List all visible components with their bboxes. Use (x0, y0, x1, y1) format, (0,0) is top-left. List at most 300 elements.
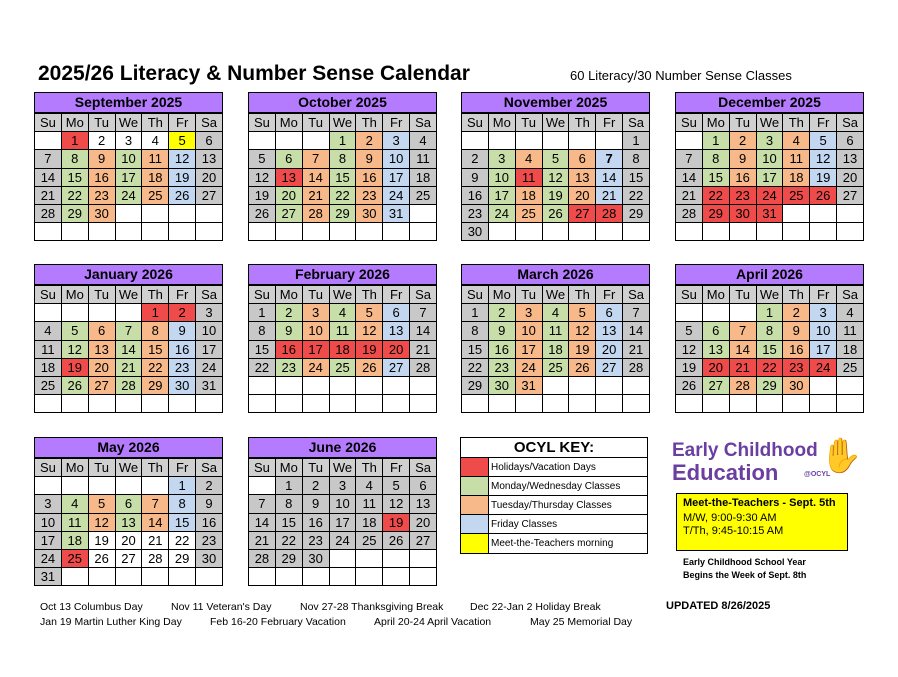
day-cell (383, 223, 410, 241)
day-cell: 9 (275, 322, 302, 340)
month-name: October 2025 (248, 92, 437, 113)
day-cell: 21 (676, 186, 703, 204)
day-header: Th (783, 114, 810, 132)
day-cell: 19 (356, 340, 383, 358)
day-header: Tu (88, 286, 115, 304)
day-cell: 11 (35, 340, 62, 358)
day-cell: 25 (542, 358, 569, 376)
day-cell (275, 376, 302, 394)
day-cell (837, 223, 864, 241)
day-cell (356, 223, 383, 241)
day-cell: 16 (88, 168, 115, 186)
school-year-line2: Begins the Week of Sept. 8th (683, 570, 807, 580)
day-cell: 5 (61, 322, 88, 340)
day-cell: 19 (61, 358, 88, 376)
day-cell: 20 (383, 340, 410, 358)
day-cell: 13 (196, 150, 223, 168)
logo-line2: Education (672, 460, 779, 485)
day-cell: 28 (676, 204, 703, 222)
day-header: Su (462, 114, 489, 132)
day-cell: 2 (275, 304, 302, 322)
day-cell: 1 (756, 304, 783, 322)
day-cell: 10 (515, 322, 542, 340)
day-cell: 4 (61, 495, 88, 513)
day-header: Sa (410, 286, 437, 304)
day-cell: 13 (88, 340, 115, 358)
day-cell: 15 (756, 340, 783, 358)
meet-title: Meet-the-Teachers - Sept. 5th (683, 497, 836, 509)
day-cell: 5 (169, 132, 196, 150)
day-cell: 6 (569, 150, 596, 168)
day-header: Mo (488, 114, 515, 132)
day-cell (569, 376, 596, 394)
key-label: Friday Classes (491, 519, 558, 530)
day-cell: 8 (249, 322, 276, 340)
day-cell: 24 (488, 204, 515, 222)
day-header: We (329, 114, 356, 132)
day-cell (61, 477, 88, 495)
day-cell: 24 (115, 186, 142, 204)
day-cell (356, 376, 383, 394)
day-cell: 1 (249, 304, 276, 322)
day-cell: 26 (88, 549, 115, 567)
day-cell: 25 (783, 186, 810, 204)
day-header: Th (142, 459, 169, 477)
day-cell: 24 (383, 186, 410, 204)
day-cell: 18 (515, 186, 542, 204)
day-header: Fr (810, 114, 837, 132)
month-calendar (675, 264, 864, 413)
day-cell: 8 (169, 495, 196, 513)
day-cell: 3 (115, 132, 142, 150)
day-cell (88, 568, 115, 586)
day-header: We (115, 286, 142, 304)
day-cell: 19 (169, 168, 196, 186)
day-cell (169, 204, 196, 222)
day-cell: 4 (542, 304, 569, 322)
month-calendar (248, 92, 437, 241)
ece-logo (672, 437, 863, 490)
day-cell: 17 (329, 513, 356, 531)
day-header: Th (569, 286, 596, 304)
day-cell: 8 (462, 322, 489, 340)
day-cell: 13 (837, 150, 864, 168)
day-cell: 8 (275, 495, 302, 513)
day-cell: 7 (142, 495, 169, 513)
day-cell: 1 (61, 132, 88, 150)
day-cell: 7 (729, 322, 756, 340)
day-cell: 21 (115, 358, 142, 376)
day-header: Sa (410, 459, 437, 477)
day-cell: 5 (569, 304, 596, 322)
day-cell: 25 (61, 549, 88, 567)
day-cell: 22 (462, 358, 489, 376)
day-cell: 2 (783, 304, 810, 322)
day-cell: 7 (596, 150, 623, 168)
day-cell: 23 (302, 531, 329, 549)
day-cell (623, 376, 650, 394)
day-cell: 15 (623, 168, 650, 186)
day-cell: 10 (35, 513, 62, 531)
day-header: Su (676, 286, 703, 304)
day-header: Tu (729, 286, 756, 304)
day-cell: 24 (756, 186, 783, 204)
day-cell (515, 395, 542, 413)
day-cell: 27 (196, 186, 223, 204)
month-name: February 2026 (248, 264, 437, 285)
key-item (461, 458, 647, 477)
day-header: Sa (837, 114, 864, 132)
day-cell (462, 395, 489, 413)
day-cell: 24 (810, 358, 837, 376)
day-cell: 4 (142, 132, 169, 150)
day-cell (837, 376, 864, 394)
day-cell: 21 (35, 186, 62, 204)
day-cell: 12 (169, 150, 196, 168)
day-cell: 21 (623, 340, 650, 358)
day-cell: 23 (488, 358, 515, 376)
key-item (461, 477, 647, 496)
day-cell: 17 (35, 531, 62, 549)
day-header: Fr (596, 286, 623, 304)
day-cell: 27 (410, 531, 437, 549)
day-header: Sa (623, 286, 650, 304)
note: April 20-24 April Vacation (374, 616, 492, 628)
day-cell (756, 395, 783, 413)
day-cell: 6 (88, 322, 115, 340)
day-cell: 7 (676, 150, 703, 168)
day-cell: 29 (756, 376, 783, 394)
day-cell: 18 (542, 340, 569, 358)
day-cell: 20 (596, 340, 623, 358)
day-cell: 25 (515, 204, 542, 222)
day-cell: 9 (488, 322, 515, 340)
key-swatch (461, 496, 489, 514)
day-cell: 18 (329, 340, 356, 358)
month-calendar (34, 92, 223, 241)
day-cell: 12 (249, 168, 276, 186)
month-name: December 2025 (675, 92, 864, 113)
key-label: Meet-the-Teachers morning (491, 538, 614, 549)
day-cell: 18 (35, 358, 62, 376)
day-cell (596, 223, 623, 241)
day-cell: 20 (88, 358, 115, 376)
day-cell: 1 (275, 477, 302, 495)
day-cell (569, 132, 596, 150)
day-cell: 13 (569, 168, 596, 186)
day-cell: 9 (462, 168, 489, 186)
day-header: Mo (702, 114, 729, 132)
day-cell: 28 (596, 204, 623, 222)
day-cell: 1 (169, 477, 196, 495)
day-cell (115, 204, 142, 222)
note: Dec 22-Jan 2 Holiday Break (470, 601, 601, 613)
day-cell: 29 (61, 204, 88, 222)
day-cell (249, 395, 276, 413)
day-cell: 26 (542, 204, 569, 222)
day-cell: 22 (61, 186, 88, 204)
note: Nov 11 Veteran's Day (171, 601, 272, 613)
key-label: Monday/Wednesday Classes (491, 481, 621, 492)
day-cell (783, 395, 810, 413)
day-cell: 25 (356, 531, 383, 549)
day-cell (169, 223, 196, 241)
day-cell: 21 (142, 531, 169, 549)
day-cell: 28 (249, 549, 276, 567)
month-calendar (34, 264, 223, 413)
day-cell: 13 (275, 168, 302, 186)
key-swatch (461, 534, 489, 553)
day-cell (329, 376, 356, 394)
day-cell: 18 (837, 340, 864, 358)
day-cell: 8 (702, 150, 729, 168)
day-cell: 9 (196, 495, 223, 513)
month-name: January 2026 (34, 264, 223, 285)
day-cell: 2 (729, 132, 756, 150)
day-cell (275, 395, 302, 413)
day-cell: 1 (329, 132, 356, 150)
day-cell (702, 395, 729, 413)
day-cell (61, 568, 88, 586)
day-cell (596, 132, 623, 150)
day-cell: 16 (169, 340, 196, 358)
day-header: Su (35, 114, 62, 132)
day-cell: 28 (302, 204, 329, 222)
day-cell: 6 (196, 132, 223, 150)
day-cell: 18 (61, 531, 88, 549)
day-cell: 24 (196, 358, 223, 376)
day-header: Tu (515, 114, 542, 132)
month-name: September 2025 (34, 92, 223, 113)
day-header: Tu (302, 459, 329, 477)
day-cell: 23 (729, 186, 756, 204)
day-cell (196, 395, 223, 413)
day-cell: 26 (356, 358, 383, 376)
day-cell (569, 223, 596, 241)
day-cell: 4 (783, 132, 810, 150)
day-cell: 25 (410, 186, 437, 204)
day-cell: 10 (488, 168, 515, 186)
day-cell: 7 (35, 150, 62, 168)
day-header: Mo (275, 459, 302, 477)
day-header: Mo (61, 114, 88, 132)
day-cell (515, 132, 542, 150)
day-cell: 15 (275, 513, 302, 531)
day-header: Sa (623, 114, 650, 132)
day-cell: 14 (676, 168, 703, 186)
day-header: We (329, 286, 356, 304)
key-swatch (461, 458, 489, 476)
day-cell: 9 (169, 322, 196, 340)
day-header: Tu (302, 114, 329, 132)
day-cell: 6 (837, 132, 864, 150)
day-cell: 16 (356, 168, 383, 186)
meet-teachers-box (676, 493, 848, 551)
key-item (461, 534, 647, 553)
day-cell: 2 (169, 304, 196, 322)
day-cell (356, 549, 383, 567)
day-cell: 20 (196, 168, 223, 186)
day-cell: 8 (623, 150, 650, 168)
month-name: November 2025 (461, 92, 650, 113)
day-cell: 7 (249, 495, 276, 513)
day-cell: 3 (810, 304, 837, 322)
day-cell: 13 (383, 322, 410, 340)
day-cell: 28 (35, 204, 62, 222)
note: Jan 19 Martin Luther King Day (40, 616, 182, 628)
day-cell: 10 (329, 495, 356, 513)
day-cell: 1 (462, 304, 489, 322)
day-cell (810, 204, 837, 222)
day-cell: 30 (302, 549, 329, 567)
day-cell (88, 304, 115, 322)
day-cell: 27 (383, 358, 410, 376)
day-header: Mo (61, 286, 88, 304)
day-header: Mo (275, 114, 302, 132)
day-cell: 22 (329, 186, 356, 204)
day-cell: 20 (410, 513, 437, 531)
day-header: We (329, 459, 356, 477)
day-cell: 30 (88, 204, 115, 222)
day-cell: 5 (542, 150, 569, 168)
day-cell: 25 (35, 376, 62, 394)
day-cell: 27 (837, 186, 864, 204)
day-header: We (756, 114, 783, 132)
day-cell: 14 (142, 513, 169, 531)
day-cell (142, 568, 169, 586)
day-cell: 26 (61, 376, 88, 394)
day-cell (729, 395, 756, 413)
meet-line1: M/W, 9:00-9:30 AM (683, 512, 777, 524)
day-cell: 10 (302, 322, 329, 340)
month-calendar (248, 437, 437, 586)
day-cell: 22 (169, 531, 196, 549)
day-cell: 31 (35, 568, 62, 586)
day-header: Su (249, 286, 276, 304)
day-cell (115, 223, 142, 241)
day-header: We (542, 286, 569, 304)
day-cell: 28 (623, 358, 650, 376)
day-cell (383, 395, 410, 413)
day-cell: 21 (729, 358, 756, 376)
day-cell: 12 (61, 340, 88, 358)
page-subtitle: 60 Literacy/30 Number Sense Classes (570, 68, 792, 83)
day-cell (35, 477, 62, 495)
day-header: Th (356, 114, 383, 132)
day-cell: 14 (596, 168, 623, 186)
day-cell: 11 (61, 513, 88, 531)
month-calendar (34, 437, 223, 586)
day-cell (329, 223, 356, 241)
day-cell: 10 (115, 150, 142, 168)
day-cell: 21 (410, 340, 437, 358)
day-cell (676, 223, 703, 241)
day-cell: 15 (462, 340, 489, 358)
day-cell: 14 (729, 340, 756, 358)
day-header: Su (676, 114, 703, 132)
day-cell (329, 549, 356, 567)
day-cell (410, 223, 437, 241)
logo-tag: @OCYL (804, 471, 831, 478)
day-cell (542, 132, 569, 150)
day-cell: 23 (356, 186, 383, 204)
logo-line1: Early Childhood (672, 440, 818, 461)
day-cell: 14 (623, 322, 650, 340)
month-name: June 2026 (248, 437, 437, 458)
day-cell: 20 (275, 186, 302, 204)
day-cell: 12 (569, 322, 596, 340)
day-cell (302, 395, 329, 413)
day-cell: 17 (302, 340, 329, 358)
day-cell (35, 304, 62, 322)
day-cell: 21 (249, 531, 276, 549)
day-cell: 2 (488, 304, 515, 322)
day-cell: 24 (515, 358, 542, 376)
day-cell: 4 (410, 132, 437, 150)
day-cell: 4 (329, 304, 356, 322)
day-header: Su (249, 114, 276, 132)
day-cell: 30 (729, 204, 756, 222)
day-cell (462, 132, 489, 150)
day-cell: 26 (383, 531, 410, 549)
day-cell: 31 (756, 204, 783, 222)
day-header: Su (35, 459, 62, 477)
day-cell (783, 204, 810, 222)
day-cell (61, 395, 88, 413)
day-cell (356, 395, 383, 413)
month-calendar (461, 264, 650, 413)
day-cell: 24 (302, 358, 329, 376)
day-cell: 3 (383, 132, 410, 150)
day-cell: 23 (88, 186, 115, 204)
day-cell: 6 (115, 495, 142, 513)
day-cell (596, 376, 623, 394)
day-cell (542, 376, 569, 394)
note: May 25 Memorial Day (530, 616, 633, 628)
school-year-line1: Early Childhood School Year (683, 557, 806, 567)
day-cell: 18 (142, 168, 169, 186)
day-cell: 31 (515, 376, 542, 394)
note: Feb 16-20 February Vacation (210, 616, 346, 628)
day-cell (302, 568, 329, 586)
day-cell: 10 (196, 322, 223, 340)
day-cell: 12 (676, 340, 703, 358)
day-header: Tu (302, 286, 329, 304)
day-header: Tu (88, 459, 115, 477)
day-cell: 5 (810, 132, 837, 150)
day-cell: 12 (383, 495, 410, 513)
day-header: Tu (88, 114, 115, 132)
day-cell: 22 (702, 186, 729, 204)
day-cell: 14 (249, 513, 276, 531)
day-cell (142, 204, 169, 222)
day-cell (729, 223, 756, 241)
day-cell: 22 (142, 358, 169, 376)
day-cell: 10 (383, 150, 410, 168)
day-cell: 25 (329, 358, 356, 376)
day-cell: 17 (488, 186, 515, 204)
day-cell: 4 (515, 150, 542, 168)
day-cell (142, 395, 169, 413)
day-cell (729, 304, 756, 322)
day-header: We (756, 286, 783, 304)
day-cell (383, 568, 410, 586)
day-cell (837, 395, 864, 413)
day-cell: 20 (837, 168, 864, 186)
day-header: We (542, 114, 569, 132)
day-cell: 3 (515, 304, 542, 322)
day-cell: 9 (302, 495, 329, 513)
